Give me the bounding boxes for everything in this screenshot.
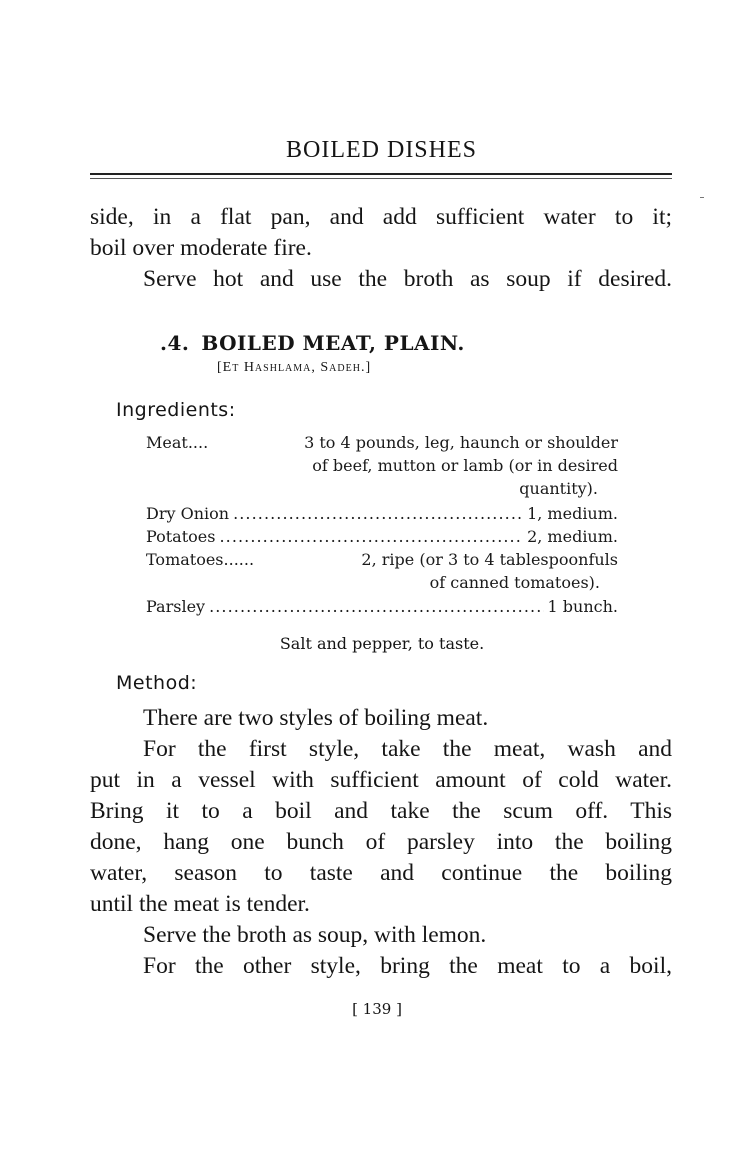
ingredient-potatoes-name: Potatoes: [146, 527, 216, 546]
ingredient-tomatoes-qty-1: 2, ripe (or 3 to 4 tablespoonfuls: [361, 550, 618, 569]
header-rule-thick: [90, 173, 672, 175]
recipe-title-text: BOILED MEAT, PLAIN.: [201, 331, 465, 355]
recipe-subtitle: [Et Hashlama, Sadeh.]: [217, 360, 372, 375]
ingredient-onion: [146, 502, 618, 525]
method-p2-line-2: put in a vessel with sufficient amount of cold water.: [90, 767, 672, 793]
method-heading: Method:: [116, 672, 198, 694]
margin-mark: [700, 197, 704, 198]
ingredient-parsley-qty: 1 bunch.: [547, 597, 618, 616]
method-p2-line-5: water, season to taste and continue the boiling: [90, 860, 672, 886]
ingredient-tomatoes-name: Tomatoes......: [146, 550, 255, 569]
recipe-title: [160, 331, 465, 355]
continuation-line-3: Serve hot and use the broth as soup if desired.: [143, 266, 672, 292]
leader-dots: [209, 595, 543, 618]
ingredient-meat-name: Meat....: [146, 433, 209, 452]
ingredient-tomatoes-qty-2: of canned tomatoes).: [429, 573, 600, 592]
ingredient-meat-qty-1: 3 to 4 pounds, leg, haunch or shoulder: [304, 433, 618, 452]
ingredient-meat-qty-2: of beef, mutton or lamb (or in desired: [312, 456, 618, 475]
method-p2-line-4: done, hang one bunch of parsley into the boiling: [90, 829, 672, 855]
ingredient-meat-qty-3: quantity).: [519, 479, 598, 498]
ingredient-potatoes-qty: 2, medium.: [527, 527, 618, 546]
ingredients-heading: Ingredients:: [116, 399, 236, 421]
header-rule-thin: [90, 178, 672, 179]
page-number: [ 139 ]: [352, 1000, 402, 1018]
ingredient-onion-qty: 1, medium.: [527, 504, 618, 523]
leader-dots: [219, 525, 523, 548]
ingredient-potatoes: [146, 525, 618, 548]
running-head: BOILED DISHES: [286, 137, 477, 163]
ingredient-parsley: [146, 595, 618, 618]
continuation-line-1: side, in a flat pan, and add sufficient water to it;: [90, 204, 672, 230]
method-p2-line-1: For the first style, take the meat, wash and: [143, 736, 672, 762]
leader-dots: [233, 502, 523, 525]
ingredient-parsley-name: Parsley: [146, 597, 206, 616]
ingredient-onion-name: Dry Onion: [146, 504, 230, 523]
method-paragraph-3: Serve the broth as soup, with lemon.: [143, 922, 487, 948]
recipe-number: .4.: [160, 331, 190, 355]
method-p2-line-3: Bring it to a boil and take the scum off. This: [90, 798, 672, 824]
continuation-line-2: boil over moderate fire.: [90, 235, 312, 261]
method-paragraph-1: There are two styles of boiling meat.: [143, 705, 489, 731]
method-paragraph-4: For the other style, bring the meat to a boil,: [143, 953, 672, 979]
method-p2-line-6: until the meat is tender.: [90, 891, 310, 917]
seasoning-note: Salt and pepper, to taste.: [279, 634, 485, 653]
